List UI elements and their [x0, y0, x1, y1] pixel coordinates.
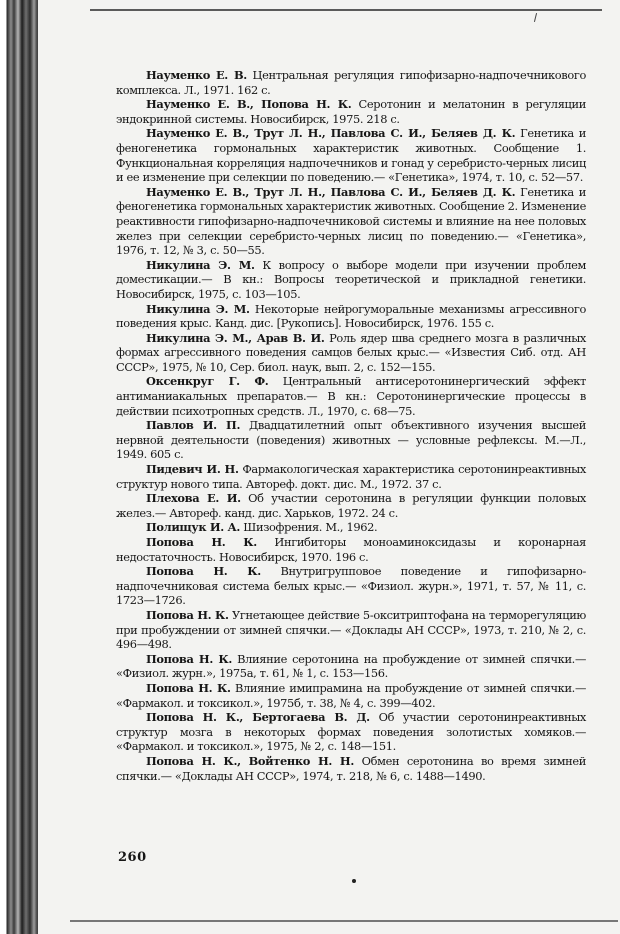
entry-author: Науменко Е. В., Попова Н. К. — [146, 97, 352, 112]
bibliography-entry — [116, 302, 586, 331]
entry-text: К вопросу о выборе модели при изучении проблем доместикации.— В кн.: Вопросы теоретической и прикладной генетики. Новосибирск, 1975, с. 103—105. — [116, 257, 586, 301]
top-edge-line — [90, 9, 602, 11]
entry-text: Шизофрения. М., 1962. — [240, 520, 378, 535]
entry-author: Попова Н. К. — [146, 564, 261, 579]
bibliography-entry — [116, 185, 586, 258]
entry-text: Обмен серотонина во время зимней спячки.— «Доклады АН СССР», 1974, т. 218, № 6, с. 1488—1490. — [116, 753, 586, 783]
entry-author: Попова Н. К., Войтенко Н. Н. — [146, 753, 354, 768]
entry-author: Плехова Е. И. — [146, 491, 241, 506]
page-number: 260 — [118, 850, 147, 865]
entry-author: Пидевич И. Н. — [146, 462, 239, 477]
entry-author: Полищук И. А. — [146, 520, 241, 535]
bibliography-entry — [116, 564, 586, 608]
entry-author: Никулина Э. М. — [146, 301, 250, 316]
entry-text: Об участии серотонина в регуляции функции половых желез.— Автореф. канд. дис. Харьков, 1972. 24 с. — [116, 491, 586, 520]
bibliography-entry — [116, 97, 586, 126]
bibliography-entry — [116, 608, 586, 652]
entry-author: Попова Н. К. — [146, 680, 231, 695]
entry-text: Центральный антисеротонинергический эффект антиманиакальных препаратов.— В кн.: Серотонинергические процессы в действии психотропных средств. Л., 1970, с. 68—75. — [116, 374, 586, 418]
bibliography-list — [116, 68, 586, 783]
bibliography-entry — [116, 126, 586, 184]
bibliography-entry — [116, 652, 586, 681]
entry-text: Внутригрупповое поведение и гипофизарно-надпочечниковая система белых крыс.— «Физиол. журн.», 1971, т. 57, № 11, с. 1723—1726. — [116, 564, 586, 608]
entry-author: Науменко Е. В. — [146, 68, 247, 82]
entry-text: Ингибиторы моноаминоксидазы и коронарная недостаточность. Новосибирск, 1970. 196 с. — [116, 535, 586, 564]
bibliography-entry — [116, 535, 586, 564]
entry-text: Фармакологическая характеристика серотонинреактивных структур нового типа. Автореф. докт. дис. М., 1972. 37 с. — [116, 462, 586, 491]
entry-text: Двадцатилетний опыт объективного изучения высшей нервной деятельности (поведения) животных — условные рефлексы. М.—Л., 1949. 605 с. — [116, 418, 586, 462]
book-spine-shadow — [0, 0, 38, 934]
entry-text: Роль ядер шва среднего мозга в различных формах агрессивного поведения самцов белых крыс.— «Известия Сиб. отд. АН СССР», 1975, № 10, Сер. биол. наук, вып. 2, с. 152—155. — [116, 330, 586, 374]
ink-dot — [352, 879, 356, 883]
entry-text: Об участии серотонинреактивных структур мозга в некоторых формах поведения золотистых хомяков.— «Фармакол. и токсикол.», 1975, № 2, с. 148—151. — [116, 710, 587, 754]
entry-text: Некоторые нейрогуморальные механизмы агрессивного поведения крыс. Канд. дис. [Рукопись]. Новосибирск, 1976. 155 с. — [116, 301, 586, 331]
entry-author: Науменко Е. В., Трут Л. Н., Павлова С. И., Беляев Д. К. — [146, 126, 516, 141]
bibliography-entry — [116, 462, 586, 491]
pen-mark — [534, 13, 537, 22]
entry-author: Попова Н. К. — [146, 535, 257, 549]
entry-author: Павлов И. П. — [146, 418, 241, 433]
entry-author: Оксенкруг Г. Ф. — [146, 374, 269, 389]
entry-author: Никулина Э. М. — [146, 257, 255, 272]
bibliography-entry — [116, 520, 586, 535]
entry-text: Влияние серотонина на пробуждение от зимней спячки.— «Физиол. журн.», 1975а, т. 61, № 1, с. 153—156. — [116, 651, 586, 681]
entry-author: Никулина Э. М., Арав В. И. — [146, 330, 325, 345]
bibliography-entry — [116, 418, 586, 462]
entry-text: Центральная регуляция гипофизарно-надпочечникового комплекса. Л., 1971. 162 с. — [116, 68, 586, 97]
bibliography-entry — [116, 68, 586, 97]
entry-author: Попова Н. К. — [146, 607, 229, 622]
entry-author: Попова Н. К. — [146, 651, 233, 666]
entry-text: Влияние имипрамина на пробуждение от зимней спячки.— «Фармакол. и токсикол.», 1975б, т. 38, № 4, с. 399—402. — [116, 680, 586, 710]
bottom-edge-line — [70, 920, 618, 922]
bibliography-entry — [116, 331, 586, 375]
entry-author: Науменко Е. В., Трут Л. Н., Павлова С. И., Беляев Д. К. — [146, 184, 516, 199]
bibliography-entry — [116, 754, 586, 783]
entry-text: Генетика и феногенетика гормональных характеристик животных. Сообщение 1. Функциональная корреляция надпочечников и гонад у серебристо-черных лисиц и ее изменение при селекции по поведению.— «Генетика», 1974, т. 10, с. 52—57. — [116, 126, 586, 185]
entry-author: Попова Н. К., Бертогаева В. Д. — [146, 710, 370, 725]
bibliography-entry — [116, 258, 586, 302]
bibliography-entry — [116, 681, 586, 710]
bibliography-entry — [116, 710, 586, 754]
bibliography-entry — [116, 374, 586, 418]
bibliography-entry — [116, 491, 586, 520]
entry-text: Серотонин и мелатонин в регуляции эндокринной системы. Новосибирск, 1975. 218 с. — [116, 97, 586, 126]
entry-text: Угнетающее действие 5-окситриптофана на терморегуляцию при пробуждении от зимней спячки.— «Доклады АН СССР», 1973, т. 210, № 2, с. 496—498. — [116, 607, 587, 652]
entry-text: Генетика и феногенетика гормональных характеристик животных. Сообщение 2. Изменение реактивности гипофизарно-надпочечниковой системы и влияние на нее половых желез при селекции серебристо-черных лисиц по поведению.— «Генетика», 1976, т. 12, № 3, с. 50—55. — [116, 184, 586, 258]
